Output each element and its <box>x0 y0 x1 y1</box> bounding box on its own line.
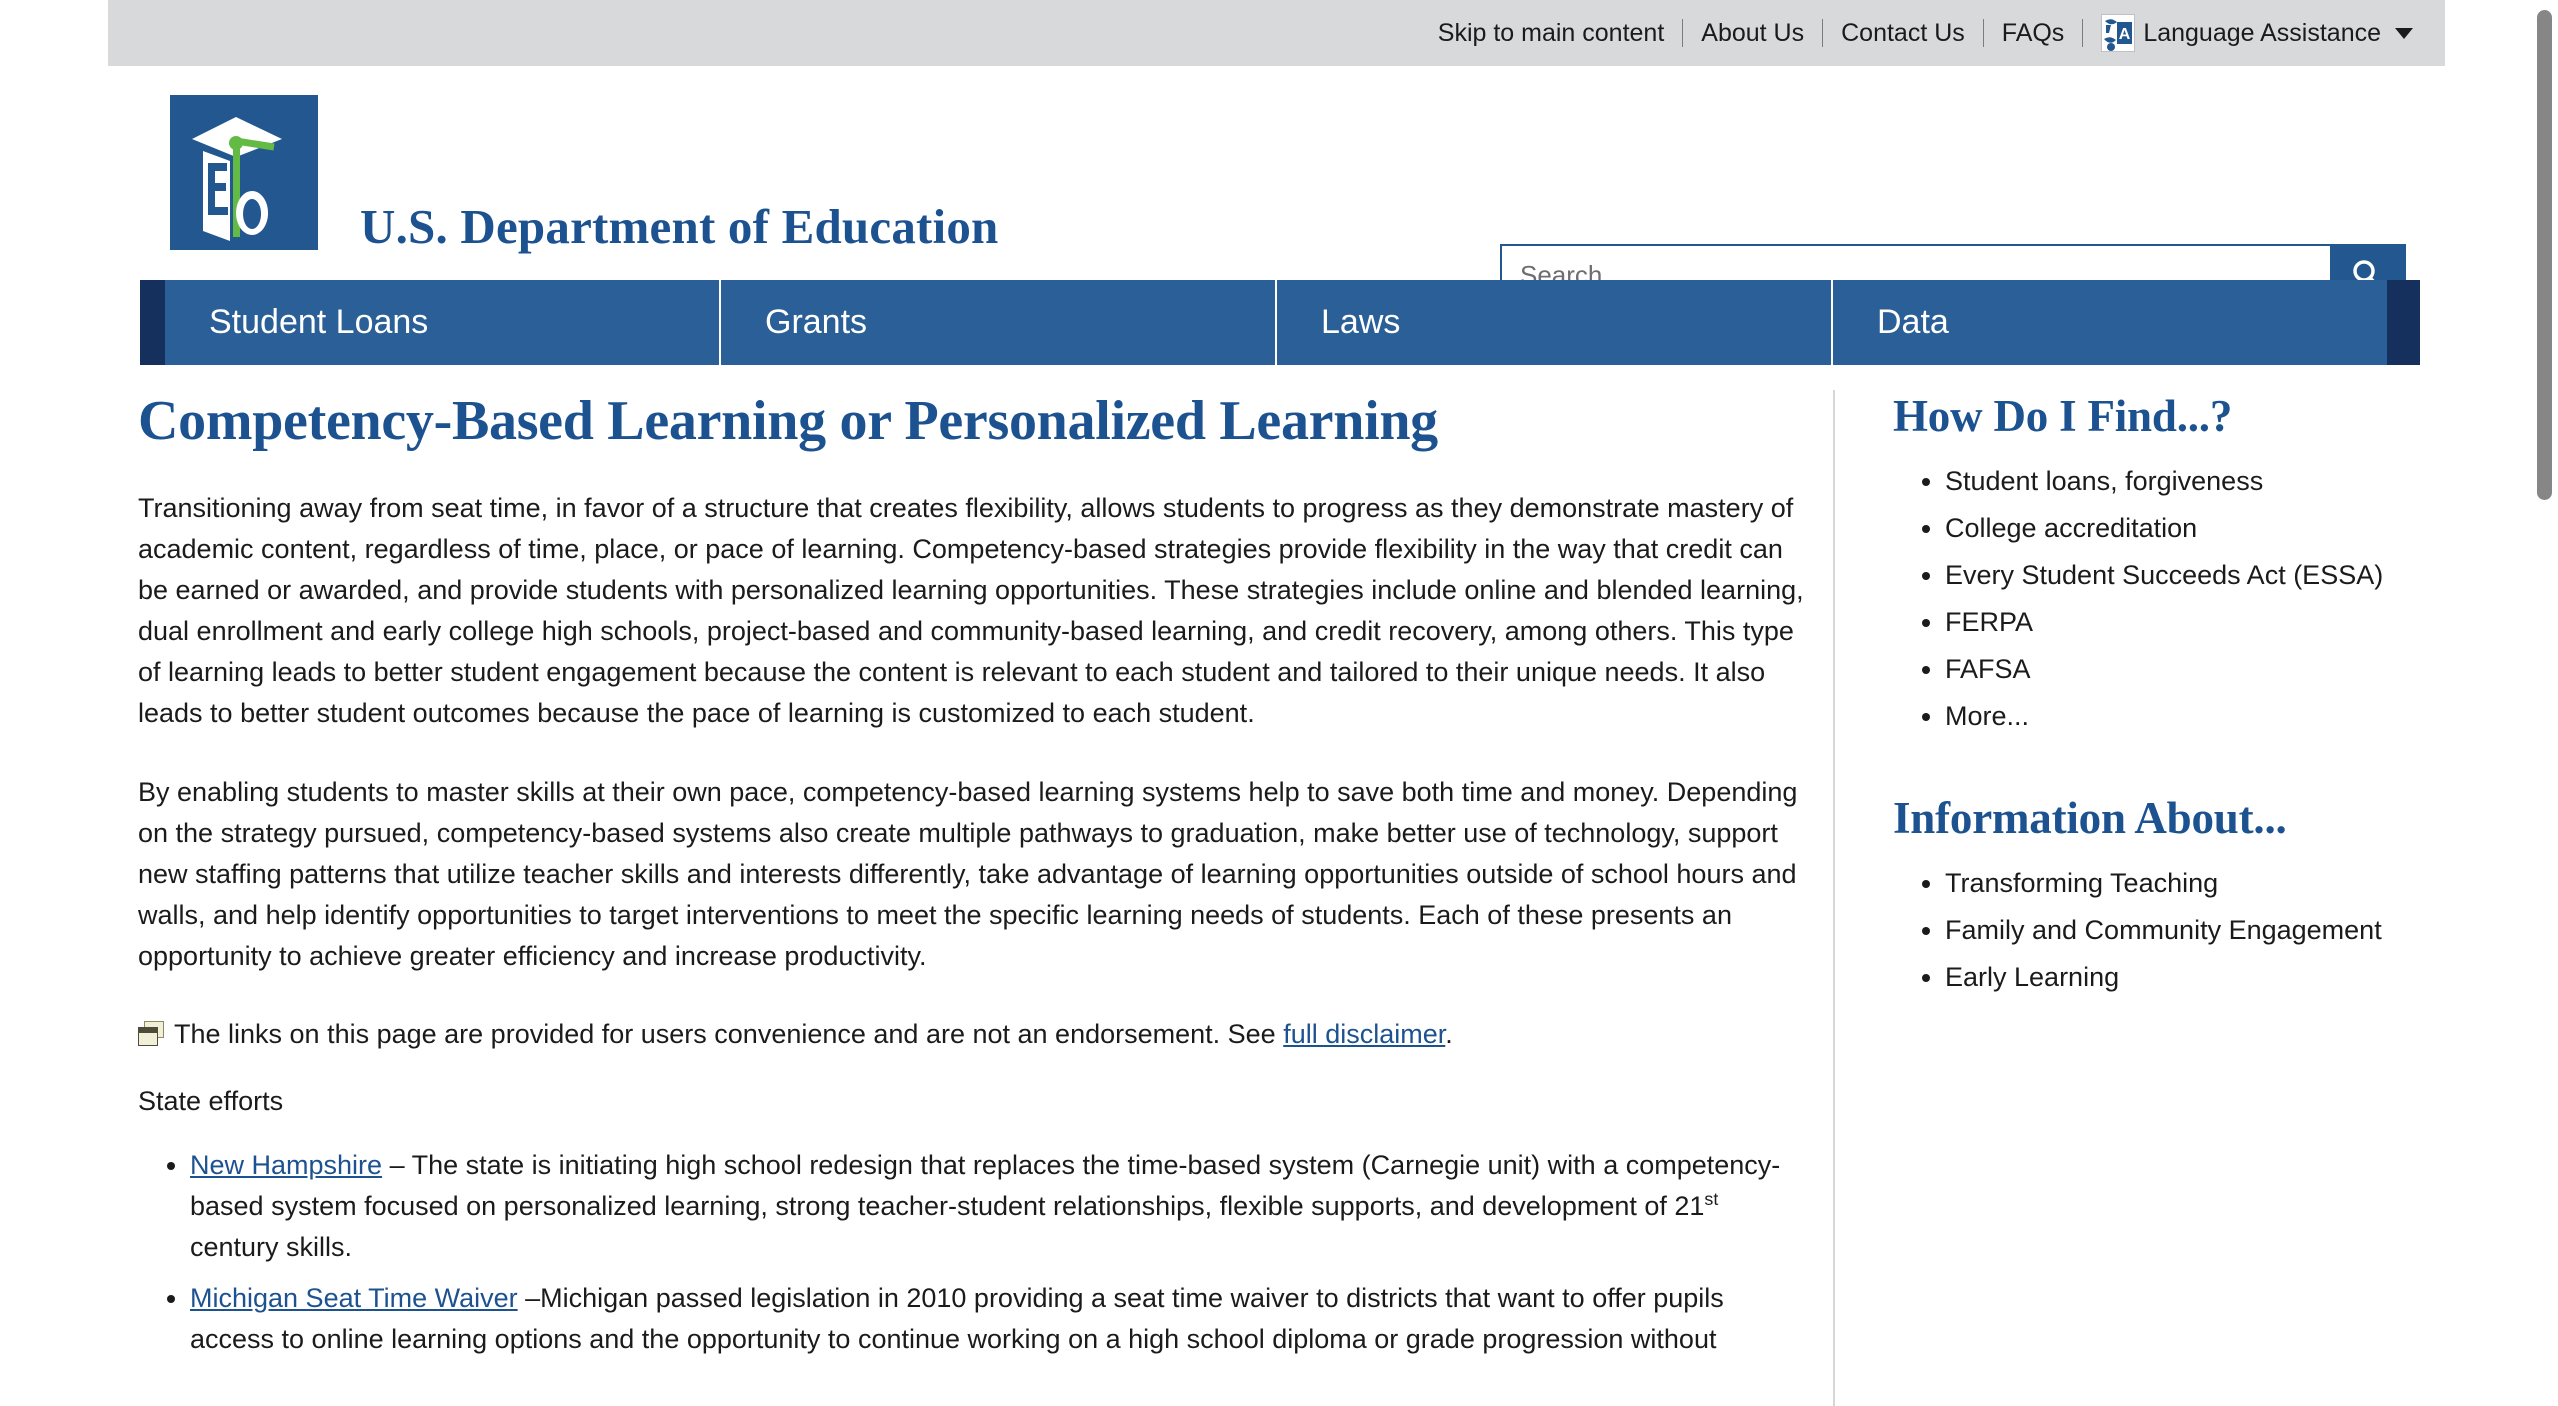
state-efforts-list <box>138 1145 1808 1360</box>
svg-text:A: A <box>2119 26 2131 43</box>
language-assistance-menu[interactable] <box>2083 14 2413 52</box>
intro-paragraph-1: Transitioning away from seat time, in favor of a structure that creates flexibility, allows students to progress as they demonstrate mastery of academic content, regardless of time, place, or pace of learning. Competency-based strategies provide flexibility in the way that credit can be earned or awarded, and provide students with personalized learning opportunities. These strategies include online and blended learning, dual enrollment and early college high schools, project-based and community-based learning, and credit recovery, among others. This type of learning leads to better student engagement because the content is relevant to each student and tailored to their unique needs. It also leads to better student outcomes because the pace of learning is customized to each student. <box>138 492 1804 728</box>
sidebar <box>1893 390 2493 1011</box>
state-link-michigan-seat-time-waiver[interactable]: Michigan Seat Time Waiver <box>190 1283 518 1314</box>
nav-item-data[interactable]: Data <box>1877 303 1949 341</box>
popup-window-icon <box>138 1021 164 1046</box>
content-area <box>0 390 2558 1406</box>
sidebar-list-information-about <box>1893 870 2493 991</box>
language-assistance-label: Language Assistance <box>2143 18 2381 47</box>
page-scrollbar[interactable] <box>2530 0 2558 1406</box>
chevron-down-icon <box>2395 28 2413 39</box>
sidebar-item-fafsa[interactable]: • FAFSA <box>1945 656 2493 683</box>
utility-link-faqs[interactable]: FAQs <box>2001 18 2065 47</box>
sidebar-item-family-and-community-engagement[interactable]: • Family and Community Engagement <box>1945 917 2493 944</box>
nav-item-student-loans[interactable]: Student Loans <box>165 280 721 365</box>
sidebar-item-transforming-teaching[interactable]: • Transforming Teaching <box>1945 870 2493 897</box>
sidebar-item-more[interactable]: • More... <box>1945 703 2493 730</box>
ed-logo[interactable] <box>170 95 318 250</box>
disclaimer-text-before: The links on this page are provided for users convenience and are not an endorsement. See <box>174 1019 1284 1050</box>
intro-paragraph-2: By enabling students to master skills at their own pace, competency-based learning systems help to save both time and money. Depending on the strategy pursued, competency-based systems also create multiple pathways to graduation, make better use of technology, support new staffing patterns that utilize teacher skills and interests differently, take advantage of learning opportunities outside of school hours and walls, and help identify opportunities to target interventions to meet the specific learning needs of students. Each of these presents an opportunity to achieve greater efficiency and increase productivity. <box>138 776 1798 972</box>
utility-link-about-us[interactable]: About Us <box>1701 18 1805 47</box>
state-efforts-label: State efforts <box>138 1086 284 1117</box>
state-text-part2: century skills. <box>190 1232 353 1263</box>
sidebar-item-essa[interactable]: • Every Student Succeeds Act (ESSA) <box>1945 562 2493 589</box>
sidebar-item-college-accreditation[interactable]: • College accreditation <box>1945 515 2493 542</box>
language-assistance-icon <box>2101 14 2135 52</box>
state-text-part1: –Michigan passed legislation in 2010 providing a seat time waiver to districts that want to offer pupils access to online learning options and the opportunity to continue working on a high school diploma or grade progression without <box>190 1283 1724 1355</box>
utility-link-contact-us[interactable]: Contact Us <box>1841 18 1965 47</box>
utility-bar <box>108 0 2445 66</box>
sidebar-item-ferpa[interactable]: • FERPA <box>1945 609 2493 636</box>
disclaimer-text-after: . <box>1445 1019 1453 1050</box>
page-title: Competency-Based Learning or Personalized Learning <box>138 390 1438 452</box>
sidebar-item-early-learning[interactable]: • Early Learning <box>1945 964 2493 991</box>
utility-link-skip-to-main-content[interactable]: Skip to main content <box>1437 18 1665 47</box>
full-disclaimer-link[interactable]: full disclaimer <box>1283 1019 1446 1050</box>
sidebar-item-student-loans-forgiveness[interactable]: • Student loans, forgiveness <box>1945 468 2493 495</box>
scrollbar-thumb[interactable] <box>2537 10 2552 500</box>
masthead <box>0 66 2558 266</box>
disclaimer-note <box>138 1015 1808 1054</box>
state-text-part1: – The state is initiating high school redesign that replaces the time-based system (Carnegie unit) with a competency-based system focused on personalized learning, strong teacher-student relationships, flexible supports, and development of 21 <box>190 1150 1781 1222</box>
sidebar-heading-information-about: Information About... <box>1893 793 2287 843</box>
state-link-new-hampshire[interactable]: New Hampshire <box>190 1150 383 1181</box>
state-superscript: st <box>1704 1189 1719 1210</box>
list-item <box>190 1145 1808 1268</box>
primary-nav <box>140 280 2420 365</box>
nav-item-laws[interactable]: Laws <box>1277 280 1833 365</box>
column-divider <box>1833 390 1835 1406</box>
list-item <box>190 1278 1808 1360</box>
sidebar-list-how-do-i-find <box>1893 468 2493 730</box>
site-title: U.S. Department of Education <box>360 199 999 254</box>
sidebar-heading-how-do-i-find: How Do I Find...? <box>1893 391 2233 441</box>
nav-item-grants[interactable]: Grants <box>721 280 1277 365</box>
main-column <box>138 390 1808 1370</box>
disclaimer-text <box>174 1015 1453 1054</box>
